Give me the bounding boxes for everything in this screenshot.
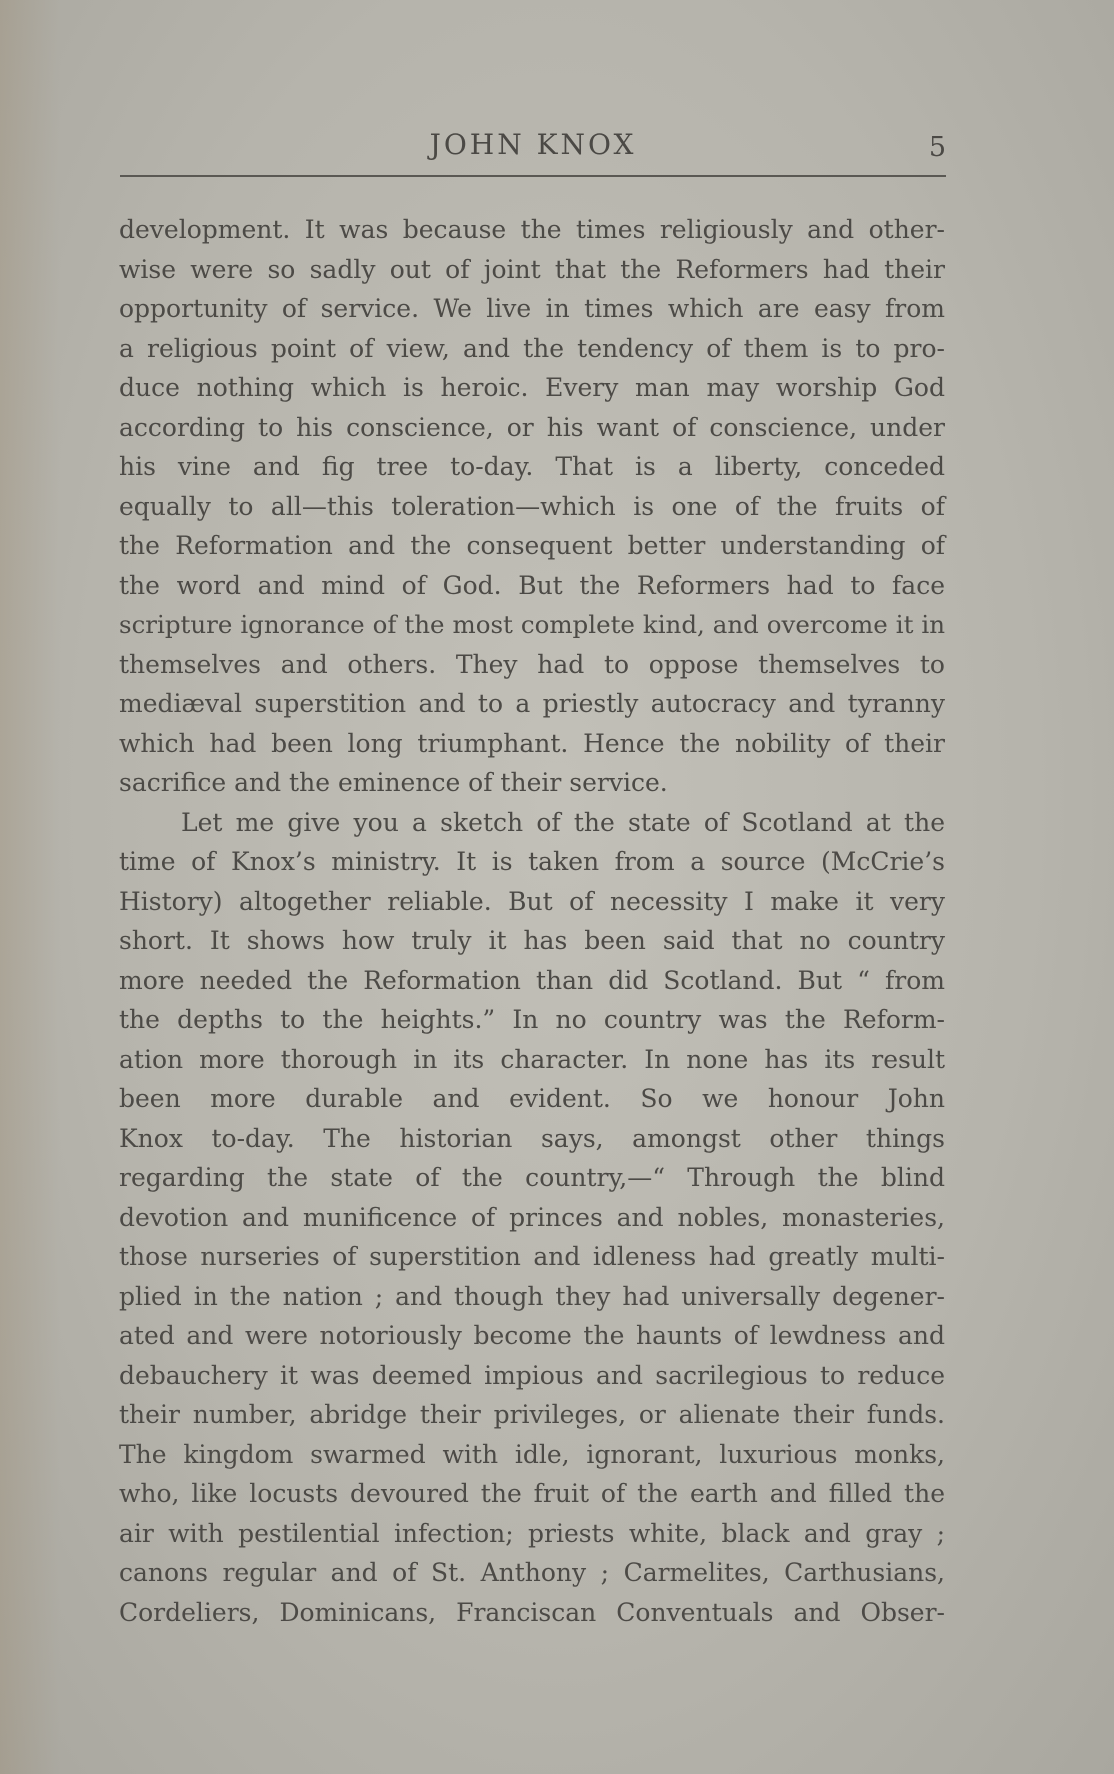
text-line: plied in the nation ; and though they had universally degener- — [119, 1281, 945, 1311]
text-line: Knox to-day. The historian says, amongst other things — [119, 1123, 945, 1153]
paragraph-1 — [119, 210, 945, 803]
text-line: his vine and fig tree to-day. That is a liberty, conceded — [119, 452, 945, 481]
text-line: according to his conscience, or his want of conscience, under — [119, 412, 945, 442]
text-line: who, like locusts devoured the fruit of the earth and filled the — [119, 1479, 945, 1508]
running-title: JOHN KNOX — [429, 128, 637, 161]
text-line: their number, abridge their privileges, or alienate their funds. — [119, 1400, 945, 1429]
text-line: a religious point of view, and the tendency of them is to pro- — [119, 333, 945, 363]
text-line: History) altogether reliable. But of necessity I make it very — [119, 886, 945, 916]
page-number: 5 — [928, 132, 946, 163]
text-line: time of Knox’s ministry. It is taken from a source (McCrie’s — [119, 847, 945, 876]
text-line: the Reformation and the consequent better understanding of — [119, 531, 945, 560]
paragraph-2 — [119, 803, 945, 1633]
text-line: The kingdom swarmed with idle, ignorant, luxurious monks, — [119, 1439, 945, 1469]
text-line: Cordeliers, Dominicans, Franciscan Conventuals and Obser- — [119, 1597, 945, 1627]
text-line: wise were so sadly out of joint that the Reformers had their — [119, 254, 945, 284]
text-line: ated and were notoriously become the haunts of lewdness and — [119, 1321, 945, 1350]
page-edge-shadow — [0, 0, 60, 1774]
text-line: which had been long triumphant. Hence the nobility of their — [119, 728, 945, 758]
text-line: mediæval superstition and to a priestly autocracy and tyranny — [119, 689, 945, 718]
text-line: regarding the state of the country,—“ Through the blind — [119, 1163, 945, 1192]
body-text — [119, 210, 945, 1632]
running-header — [120, 128, 946, 178]
text-line: the word and mind of God. But the Reformers had to face — [119, 570, 945, 600]
text-line: scripture ignorance of the most complete kind, and overcome it in — [119, 610, 945, 639]
text-line: sacrifice and the eminence of their service. — [119, 768, 668, 797]
text-line: equally to all—this toleration—which is one of the fruits of — [119, 491, 945, 521]
text-line: the depths to the heights.” In no country was the Reform- — [119, 1005, 945, 1034]
text-line: opportunity of service. We live in times which are easy from — [119, 294, 945, 323]
text-line: canons regular and of St. Anthony ; Carmelites, Carthusians, — [119, 1558, 945, 1587]
text-line: short. It shows how truly it has been said that no country — [119, 926, 945, 955]
text-line: more needed the Reformation than did Scotland. But “ from — [119, 965, 945, 995]
text-line: debauchery it was deemed impious and sacrilegious to reduce — [119, 1360, 945, 1390]
text-line: duce nothing which is heroic. Every man may worship God — [119, 373, 945, 402]
text-line: ation more thorough in its character. In none has its result — [119, 1044, 945, 1074]
text-line: Let me give you a sketch of the state of Scotland at the — [181, 807, 945, 837]
text-line: development. It was because the times religiously and other- — [119, 215, 945, 244]
text-line: themselves and others. They had to oppose themselves to — [119, 649, 945, 679]
header-rule — [120, 175, 946, 177]
text-line: devotion and munificence of princes and nobles, monasteries, — [119, 1202, 945, 1232]
text-line: those nurseries of superstition and idleness had greatly multi- — [119, 1242, 945, 1271]
text-line: air with pestilential infection; priests white, black and gray ; — [119, 1518, 945, 1548]
text-line: been more durable and evident. So we honour John — [119, 1084, 945, 1113]
